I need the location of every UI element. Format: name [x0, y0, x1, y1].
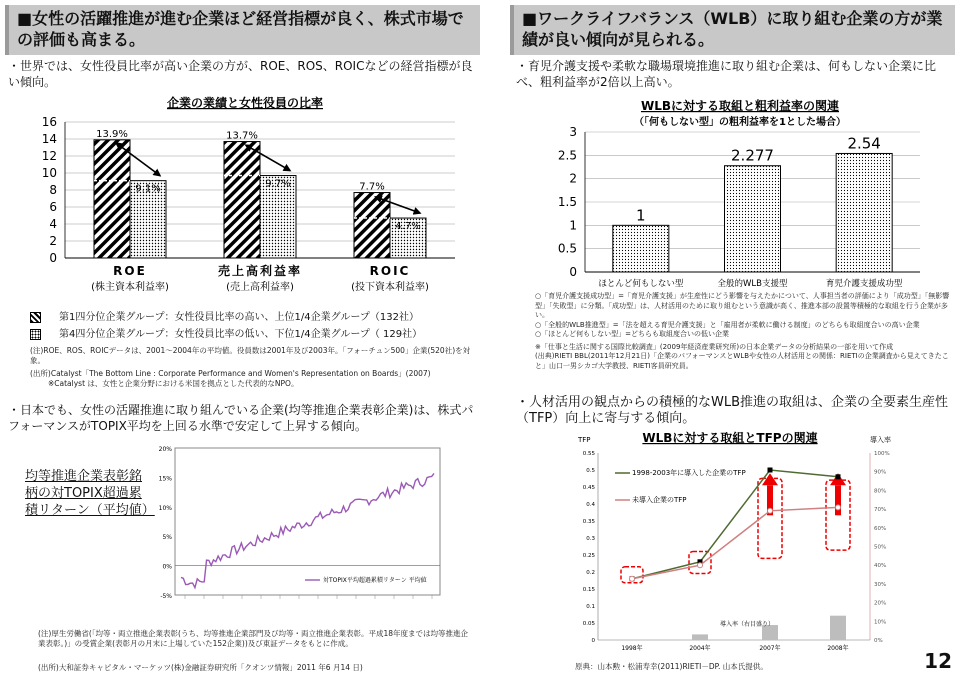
chart4-series-line	[632, 507, 838, 578]
legend-row-1	[30, 308, 419, 323]
chart1-value-label: 13.7%	[226, 130, 258, 142]
source-1b: ※Catalyst は、女性と企業分野における米国を拠点とした代表的なNPO。	[48, 379, 299, 388]
chart2-y-tick: 5%	[162, 534, 172, 542]
right-note-0: ○「育児介護支援成功型」=「育児介護支援」が生産性にどう影響を与えたかについて、人事担当者の評価により「成功型」「無影響型」「失敗型」に分類。「成功型」は、人材活用のために取り組むという意識が高く、推進本部の設置等積極的な取組を行う企業が多い。	[535, 292, 950, 319]
chart4-y-right-tick: 40%	[874, 563, 887, 570]
chart4-y-left-tick: 0.35	[582, 519, 595, 525]
chart3-title: WLBに対する取組と粗利益率の関連	[640, 99, 840, 113]
chart-women-executives	[25, 92, 480, 307]
chart4-y-right-tick: 10%	[874, 619, 887, 626]
chart1-category-sublabel: (投下資本利益率)	[351, 282, 429, 293]
chart4-series-line	[632, 470, 838, 579]
chart1-y-tick: 0	[49, 251, 57, 265]
chart-wlb-tfp	[570, 428, 905, 660]
legend-row-2	[30, 325, 422, 340]
chart1-bar-top-quartile	[94, 140, 130, 258]
left-bullet-1: ・世界では、女性役員比率が高い企業の方が、ROE、ROS、ROICなどの経営指標が良い傾向。	[8, 59, 473, 89]
chart3-y-tick: 0	[569, 265, 577, 279]
source-1: (出所)Catalyst「The Bottom Line : Corporate Performance and Women's Representation on Boards」(2007)	[30, 369, 431, 378]
chart2-legend-label: 対TOPIX平均超過累積リターン 平均値	[323, 577, 427, 584]
chart4-y-left-tick: 0.45	[582, 485, 595, 491]
chart4-y-left-tick: 0.05	[582, 621, 595, 627]
chart4-title: WLBに対する取組とTFPの関連	[642, 431, 818, 445]
chart3-value-label: 2.54	[847, 134, 881, 153]
right-note-2: ○「ほとんど何もしない型」=どちらも取組度合いの低い企業	[535, 330, 729, 338]
chart4-up-arrow-head	[762, 473, 778, 485]
chart4-x-label: 2004年	[689, 645, 711, 652]
right-note-1: ○「全般的WLB推進型」=「法を超える育児介護支援」と「雇用者が柔軟に働ける制度」のどちらも取組度合いの高い企業	[535, 320, 920, 329]
chart4-point	[768, 468, 773, 473]
chart4-bar-legend: 導入率（右目盛り）	[720, 621, 775, 628]
right-header-text: ■ワークライフバランス（WLB）に取り組む企業の方が業績が良い傾向が見られる。	[522, 9, 943, 49]
chart2-y-tick: 15%	[158, 475, 172, 483]
chart4-y-right-tick: 80%	[874, 488, 887, 495]
chart4-x-label: 1998年	[621, 645, 643, 652]
left-header-text: ■女性の活躍推進が進む企業ほど経営指標が良く、株式市場での評価も高まる。	[17, 9, 464, 49]
chart1-y-tick: 10	[41, 166, 57, 180]
side-label	[25, 468, 155, 519]
chart4-y-left-label: TFP	[578, 436, 591, 444]
chart4-y-left-tick: 0.25	[582, 553, 595, 559]
chart3-subtitle: （「何もしない型」の粗利益率を1とした場合）	[634, 117, 846, 128]
chart3-y-tick: 1	[569, 218, 577, 233]
chart1-y-tick: 12	[41, 149, 57, 163]
legend-swatch-dotted	[30, 329, 41, 340]
left-header	[5, 5, 480, 55]
chart4-y-left-tick: 0	[591, 638, 595, 644]
chart4-y-right-tick: 70%	[874, 507, 887, 514]
page-number: 12	[924, 649, 952, 673]
chart1-value-label: 7.7%	[359, 181, 385, 193]
chart1-category-sublabel: (売上高利益率)	[226, 282, 294, 293]
chart4-y-right-label: 導入率	[870, 436, 891, 444]
chart3-y-tick: 2	[569, 171, 577, 186]
chart3-y-tick: 3	[569, 125, 577, 139]
note-2: (注)厚生労働省(「均等・両立推進企業表彰(うち、均等推進企業部門及び均等・両立推進企業表彰。平成18年度までは均等推進企業表彰。)」の受賞企業(表彰月の月末に上場していた152企業))及び東証データをもとに作成。	[38, 629, 468, 648]
chart4-y-right-tick: 50%	[874, 544, 887, 551]
chart2-y-tick: 0%	[162, 563, 172, 571]
chart3-value-label: 2.277	[731, 146, 774, 165]
chart1-value-label: 13.9%	[96, 128, 128, 140]
right-bullet-1: ・育児介護支援や柔軟な職場環境推進に取り組む企業は、何もしない企業に比べ、粗利益率が2倍以上高い。	[516, 59, 937, 89]
chart3-y-tick: 0.5	[557, 241, 577, 256]
chart1-category-sublabel: (株主資本利益率)	[91, 282, 169, 293]
chart4-point	[698, 563, 703, 568]
chart4-point	[630, 576, 635, 581]
note-1: (注)ROE、ROS、ROICデータは、2001～2004年の平均値。役員数は2001年及び2003年。「フォーチュン500」企業(520社)を対象。	[30, 346, 471, 365]
chart1-category-label: 売上高利益率	[217, 264, 303, 278]
chart4-x-label: 2007年	[759, 645, 781, 652]
right-note-3: ※「仕事と生活に関する国際比較調査」(2009年経済産業研究所)の日本企業データの分析結果の一部を用いて作成	[535, 342, 894, 351]
left-bullet-2: ・日本でも、女性の活躍推進に取り組んでいる企業(均等推進企業表彰企業)は、株式パフォーマンスがTOPIX平均を上回る水準で安定して上昇する傾向。	[8, 403, 474, 433]
chart4-y-right-tick: 90%	[874, 469, 887, 476]
chart2-y-tick: -5%	[160, 593, 172, 600]
chart2-frame	[175, 448, 440, 595]
chart4-adoption-bar	[692, 634, 708, 640]
chart4-y-left-tick: 0.55	[582, 451, 595, 457]
chart3-y-tick: 1.5	[557, 195, 577, 209]
chart4-y-left-tick: 0.15	[582, 587, 595, 593]
chart4-y-left-tick: 0.5	[586, 468, 595, 474]
chart4-point	[836, 474, 841, 479]
chart1-y-tick: 16	[41, 115, 57, 129]
chart3-category-label: ほとんど何もしない型	[598, 279, 684, 289]
chart4-y-left-tick: 0.4	[586, 502, 595, 508]
chart4-y-left-tick: 0.1	[586, 604, 595, 610]
legend-label-2: 第4四分位企業グループ：女性役員比率の低い、下位1/4企業グループ（ 129社）	[59, 329, 423, 340]
legend-swatch-hatched	[30, 312, 41, 323]
chart1-bar-top-quartile	[224, 142, 260, 258]
chart1-bar-top-quartile	[354, 193, 390, 258]
chart4-y-left-tick: 0.3	[586, 536, 595, 542]
right-header	[510, 5, 955, 55]
right-notes	[535, 292, 950, 371]
chart4-legend-label-2: 未導入企業のTFP	[632, 496, 687, 504]
chart-topix-excess-return	[155, 440, 450, 620]
chart-wlb-gross-margin	[540, 96, 940, 291]
chart3-value-label: 1	[636, 206, 646, 225]
chart3-category-label: 全般的WLB支援型	[717, 279, 788, 289]
chart4-up-arrow-shaft	[835, 485, 841, 515]
chart4-y-right-tick: 100%	[874, 451, 890, 457]
chart2-y-tick: 10%	[158, 504, 172, 512]
chart4-legend-label-1: 1998-2003年に導入した企業のTFP	[632, 469, 746, 477]
chart3-bar	[613, 225, 669, 272]
chart1-value-label: 9.1%	[135, 183, 161, 195]
chart1-y-tick: 6	[49, 200, 57, 214]
legend-label-1: 第1四分位企業グループ：女性役員比率の高い、上位1/4企業グループ（132社）	[59, 312, 419, 323]
chart3-category-label: 育児介護支援成功型	[825, 279, 903, 289]
chart1-y-tick: 4	[49, 217, 57, 231]
chart3-bar	[725, 166, 781, 272]
side-label-text: 均等推進企業表彰銘柄の対TOPIX超過累積リターン（平均値）	[25, 469, 155, 518]
chart1-value-label: 9.7%	[265, 178, 291, 190]
source-2: (出所)大和証券キャピタル・マーケッツ(株)金融証券研究所「クオンツ情報」2011 年6 月14 日)	[38, 663, 363, 672]
chart4-point	[768, 508, 773, 513]
chart4-y-right-tick: 20%	[874, 600, 887, 607]
right-bullet-2: ・人材活用の観点からの積極的なWLB推進の取組は、企業の全要素生産性（TFP）向上に寄与する傾向。	[516, 395, 949, 426]
chart1-y-tick: 14	[41, 132, 57, 146]
chart4-x-label: 2008年	[827, 645, 849, 652]
chart1-y-tick: 8	[49, 183, 57, 197]
chart4-point	[836, 505, 841, 510]
chart4-y-left-tick: 0.2	[586, 570, 595, 576]
chart3-bar	[836, 153, 892, 272]
chart1-value-label: 4.7%	[395, 221, 421, 233]
chart4-adoption-bar	[830, 616, 846, 640]
chart4-y-right-tick: 60%	[874, 525, 887, 532]
chart1-y-tick: 2	[49, 234, 57, 248]
chart1-category-label: ROIC	[369, 264, 411, 278]
chart4-y-right-tick: 0%	[874, 638, 883, 644]
chart4-y-right-tick: 30%	[874, 581, 887, 588]
chart1-title: 企業の業績と女性役員の比率	[166, 96, 324, 110]
right-source: 原典：山本勲・松浦寿幸(2011)RIETI－DP. 山本氏提供。	[575, 662, 768, 671]
chart3-y-tick: 2.5	[557, 148, 577, 163]
chart1-category-label: ROE	[113, 264, 147, 278]
chart2-y-tick: 20%	[158, 446, 172, 453]
right-note-4: (出典)RIETI BBL(2011年12月21日)「企業のパフォーマンスとWLBや女性の人材活用との関係：RIETIの企業調査から見えてきたこと」山口一男シカゴ大学教授、RIETI客員研究員。	[535, 352, 949, 370]
